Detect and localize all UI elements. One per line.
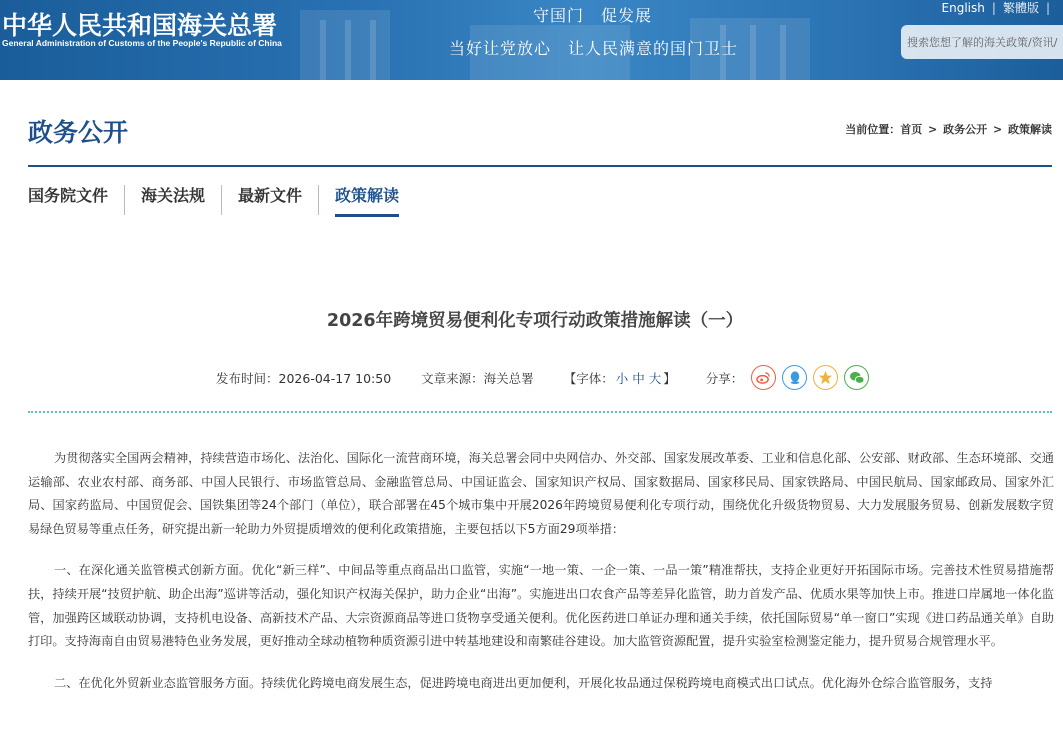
section-title: 政务公开 — [28, 118, 129, 147]
article-paragraph: 一、在深化通关监管模式创新方面。优化“新三样”、中间品等重点商品出口监管，实施“一地一策、一企一策、一品一策”精准帮扶，支持企业更好开拓国际市场。完善技术性贸易措施帮扶，持续开展“技贸护航、助企出海”巡讲等活动，强化知识产权海关保护，助力企业“出海”。实施进出口农食产品等差异化监管，助力首发产品、优质水果等加快上市。推进口岸属地一体化监管，加强跨区域联动协调，支持机电设备、高新技术产品、大宗资源商品等进口货物享受通关便利。优化医药进口单证办理和通关手续，依托国际贸易“单一窗口”实现《进口药品通关单》自助打印。支持海南自由贸易港特色业务发展，更好推动全球动植物种质资源引进中转基地建设和南繁硅谷建设。加大监管资源配置，提升实验室检测鉴定能力，提升贸易合规管理水平。 — [28, 563, 1054, 649]
share-icons — [751, 365, 869, 390]
publish-value: 2026-04-17 10:50 — [278, 370, 392, 386]
section-divider — [28, 165, 1052, 167]
tab-policy-interpretation[interactable] — [318, 185, 415, 215]
banner-column-decoration — [320, 20, 326, 80]
english-link[interactable]: English — [941, 1, 985, 15]
article-paragraph: 二、在优化外贸新业态监管服务方面。持续优化跨境电商发展生态，促进跨境电商进出更加便利，开展化妆品通过保税跨境电商模式出口试点。优化海外仓综合监管服务，支持 — [54, 675, 993, 690]
divider: | — [991, 1, 996, 15]
article-title: 2026年跨境贸易便利化专项行动政策措施解读（一） — [326, 311, 744, 331]
article-paragraph: 为贯彻落实全国两会精神，持续营造市场化、法治化、国际化一流营商环境，海关总署会同中央网信办、外交部、国家发展改革委、工业和信息化部、公安部、财政部、生态环境部、交通运输部、农业农村部、商务部、中国人民银行、市场监管总局、金融监管总局、中国证监会、国家知识产权局、国家数据局、国家移民局、国家铁路局、中国民航局、国家邮政局、国家外汇局、国家药监局、中国贸促会、国铁集团等24个部门（单位），联合部署在45个城市集中开展2026年跨境贸易便利化专项行动，围绕优化升级货物贸易、大力发展服务贸易、创新发展数字贸易绿色贸易等重点任务，研究提出新一轮助力外贸提质增效的便利化政策措施，主要包括以下5方面29项举措： — [28, 451, 1054, 536]
tab-latest-documents[interactable] — [221, 185, 318, 215]
site-title[interactable]: 中华人民共和国海关总署 — [2, 11, 278, 40]
wechat-icon[interactable] — [844, 365, 869, 390]
search-input[interactable] — [901, 25, 1063, 59]
tab-label: 海关法规 — [141, 186, 206, 205]
breadcrumb-policy-interpretation[interactable]: 政策解读 — [1008, 123, 1052, 136]
tab-label: 国务院文件 — [28, 186, 109, 205]
wechat-glyph — [849, 371, 865, 385]
weibo-glyph — [756, 370, 771, 385]
publish-label: 发布时间： — [216, 370, 279, 386]
qzone-icon[interactable] — [813, 365, 838, 390]
article-body — [28, 447, 1054, 713]
breadcrumb-gov-affairs[interactable]: 政务公开 — [943, 123, 988, 136]
qq-icon[interactable] — [782, 365, 807, 390]
slogan-bottom: 当好让党放心 让人民满意的国门卫士 — [449, 39, 739, 58]
breadcrumb-separator: > — [989, 123, 1006, 136]
font-size-selector — [564, 369, 676, 387]
banner-column-decoration — [750, 25, 756, 80]
qq-glyph — [788, 370, 802, 385]
language-switcher — [942, 0, 1057, 16]
site-subtitle: General Administration of Customs of the People's Republic of China — [2, 38, 282, 48]
breadcrumb-label: 当前位置： — [845, 123, 901, 136]
tab-label: 最新文件 — [238, 186, 303, 205]
font-medium-button[interactable]: 中 — [632, 370, 645, 386]
tab-customs-regulations[interactable] — [124, 185, 221, 215]
star-glyph — [818, 370, 833, 385]
weibo-icon[interactable] — [751, 365, 776, 390]
source-label: 文章来源： — [421, 370, 484, 386]
category-tabs — [28, 185, 415, 221]
banner-column-decoration — [780, 25, 786, 80]
banner-column-decoration — [345, 20, 351, 80]
breadcrumb-separator: > — [924, 123, 942, 136]
article-source — [421, 369, 534, 387]
tab-state-council-documents[interactable] — [28, 185, 124, 215]
header-banner — [0, 0, 1063, 80]
article-meta — [216, 365, 869, 390]
share-label: 分享： — [705, 370, 744, 386]
font-size-label: 【字体： — [563, 370, 614, 386]
tab-label: 政策解读 — [335, 186, 400, 205]
font-small-button[interactable]: 小 — [615, 370, 629, 386]
divider: | — [1045, 1, 1050, 15]
breadcrumb-home[interactable]: 首页 — [900, 123, 923, 136]
breadcrumb — [845, 121, 1052, 137]
traditional-chinese-link[interactable]: 繁體版 — [1002, 1, 1039, 15]
meta-divider — [28, 411, 1052, 413]
font-size-label-close: 】 — [663, 370, 676, 386]
font-large-button[interactable]: 大 — [648, 370, 662, 386]
slogan-top: 守国门 促发展 — [533, 6, 653, 25]
active-tab-underline — [335, 214, 399, 217]
publish-time — [216, 369, 391, 387]
source-value: 海关总署 — [483, 370, 534, 386]
banner-column-decoration — [370, 20, 376, 80]
